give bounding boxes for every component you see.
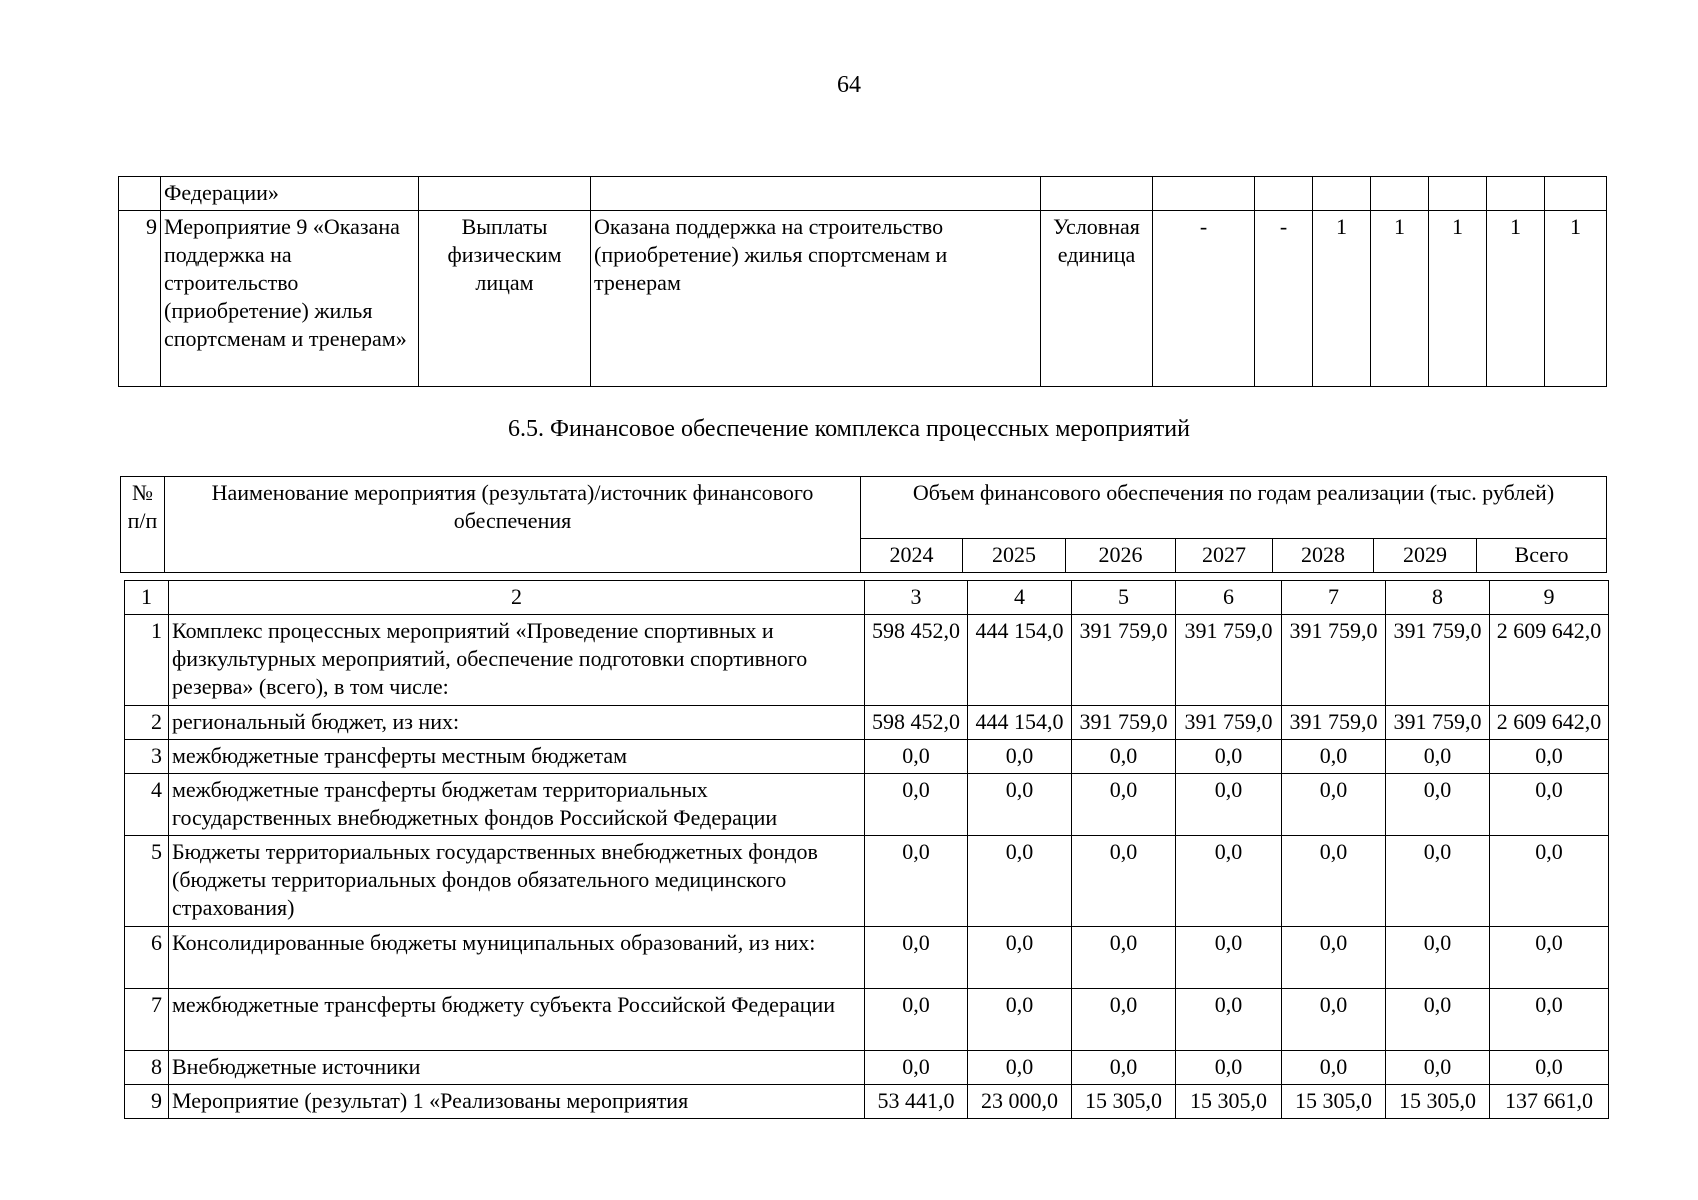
- index-cell: 7: [1282, 581, 1386, 615]
- cell-value: 0,0: [1282, 774, 1386, 836]
- cell-num: 2: [125, 706, 169, 740]
- cell-name: межбюджетные трансферты бюджету субъекта Российской Федерации: [169, 989, 865, 1051]
- cell-value: 0,0: [1386, 1051, 1490, 1085]
- table-row: [125, 740, 1609, 774]
- cell-value: 0,0: [1490, 774, 1609, 836]
- cell-name: Внебюджетные источники: [169, 1051, 865, 1085]
- cell-num: 4: [125, 774, 169, 836]
- index-cell: 1: [125, 581, 169, 615]
- cell-value: 0,0: [1386, 989, 1490, 1051]
- cell-value: 0,0: [968, 1051, 1072, 1085]
- cell-value: 137 661,0: [1490, 1085, 1609, 1119]
- cell-value: 0,0: [1176, 989, 1282, 1051]
- cell-value: 0,0: [1176, 836, 1282, 927]
- cell-value: 391 759,0: [1176, 615, 1282, 706]
- cell-value: 0,0: [1282, 836, 1386, 927]
- cell-value: 0,0: [1072, 774, 1176, 836]
- cell-value: 0,0: [1072, 989, 1176, 1051]
- cell-value: 1: [1371, 211, 1429, 387]
- cell-value: 0,0: [865, 1051, 968, 1085]
- cell-value: 391 759,0: [1072, 615, 1176, 706]
- cell-value: 0,0: [1072, 740, 1176, 774]
- cell-num: 3: [125, 740, 169, 774]
- cell-value: 0,0: [968, 927, 1072, 989]
- cell-value: 0,0: [1386, 927, 1490, 989]
- cell-value: 0,0: [968, 836, 1072, 927]
- cell-value: 0,0: [1490, 927, 1609, 989]
- cell-value: 0,0: [1072, 836, 1176, 927]
- cell-name: Федерации»: [161, 177, 419, 211]
- cell-value: 0,0: [865, 836, 968, 927]
- cell-value: 444 154,0: [968, 615, 1072, 706]
- table-row: [119, 177, 1607, 211]
- cell-value: 0,0: [1386, 740, 1490, 774]
- cell-value: 0,0: [1072, 1051, 1176, 1085]
- index-cell: 3: [865, 581, 968, 615]
- index-cell: 8: [1386, 581, 1490, 615]
- index-cell: 9: [1490, 581, 1609, 615]
- cell-value: 0,0: [1282, 740, 1386, 774]
- table-row: [125, 927, 1609, 989]
- cell-value: 2 609 642,0: [1490, 615, 1609, 706]
- header-year: 2025: [963, 539, 1066, 573]
- cell-value: 0,0: [865, 927, 968, 989]
- cell-value: 0,0: [1282, 927, 1386, 989]
- header-num: № п/п: [121, 477, 165, 573]
- cell-value: 0,0: [865, 740, 968, 774]
- cell-value: 1: [1313, 211, 1371, 387]
- cell-num: 5: [125, 836, 169, 927]
- cell-value: 23 000,0: [968, 1085, 1072, 1119]
- cell-value: 15 305,0: [1176, 1085, 1282, 1119]
- cell-value: 0,0: [1386, 836, 1490, 927]
- cell-value: 0,0: [865, 774, 968, 836]
- cell-description: Оказана поддержка на строительство (приобретение) жилья спортсменам и тренерам: [591, 211, 1041, 387]
- cell-value: 2 609 642,0: [1490, 706, 1609, 740]
- cell-value: 391 759,0: [1176, 706, 1282, 740]
- cell-value: 0,0: [1490, 836, 1609, 927]
- cell-name: Мероприятие 9 «Оказана поддержка на строительство (приобретение) жилья спортсменам и тренерам»: [161, 211, 419, 387]
- cell-value: 391 759,0: [1386, 615, 1490, 706]
- cell-name: Консолидированные бюджеты муниципальных образований, из них:: [169, 927, 865, 989]
- cell-name: межбюджетные трансферты бюджетам территориальных государственных внебюджетных фондов Российской Федерации: [169, 774, 865, 836]
- cell-name: межбюджетные трансферты местным бюджетам: [169, 740, 865, 774]
- cell-value: 0,0: [968, 740, 1072, 774]
- cell-value: 0,0: [1490, 740, 1609, 774]
- section-title: 6.5. Финансовое обеспечение комплекса процессных мероприятий: [508, 416, 1190, 442]
- cell-value: -: [1255, 211, 1313, 387]
- header-year: 2029: [1374, 539, 1477, 573]
- cell-value: 0,0: [1490, 1051, 1609, 1085]
- index-cell: 5: [1072, 581, 1176, 615]
- page-number: 64: [837, 72, 861, 98]
- cell-value: 391 759,0: [1282, 706, 1386, 740]
- finance-table: [124, 580, 1609, 1119]
- cell-value: 391 759,0: [1386, 706, 1490, 740]
- cell-value: 0,0: [1176, 927, 1282, 989]
- cell-value: 0,0: [968, 989, 1072, 1051]
- index-cell: 6: [1176, 581, 1282, 615]
- table-row: [119, 211, 1607, 387]
- cell-value: 0,0: [1282, 1051, 1386, 1085]
- cell-value: 598 452,0: [865, 615, 968, 706]
- header-year: 2024: [861, 539, 963, 573]
- cell-value: 0,0: [1386, 774, 1490, 836]
- table-row: [125, 774, 1609, 836]
- cell-value: 0,0: [1176, 740, 1282, 774]
- cell-unit: Условная единица: [1041, 211, 1153, 387]
- cell-name: Бюджеты территориальных государственных внебюджетных фондов (бюджеты территориальных фондов обязательного медицинского страхования): [169, 836, 865, 927]
- finance-table-header: [120, 476, 1607, 573]
- header-total: Всего: [1477, 539, 1607, 573]
- header-name: Наименование мероприятия (результата)/источник финансового обеспечения: [165, 477, 861, 573]
- table-row: [125, 989, 1609, 1051]
- cell-name: Комплекс процессных мероприятий «Проведение спортивных и физкультурных мероприятий, обеспечение подготовки спортивного резерва» (всего), в том числе:: [169, 615, 865, 706]
- table-row: [125, 706, 1609, 740]
- cell-num: 7: [125, 989, 169, 1051]
- cell-name: региональный бюджет, из них:: [169, 706, 865, 740]
- cell-value: 391 759,0: [1282, 615, 1386, 706]
- cell-value: 15 305,0: [1386, 1085, 1490, 1119]
- cell-value: -: [1153, 211, 1255, 387]
- index-cell: 4: [968, 581, 1072, 615]
- header-volume: Объем финансового обеспечения по годам реализации (тыс. рублей): [861, 477, 1607, 539]
- cell-type: Выплаты физическим лицам: [419, 211, 591, 387]
- cell-value: 0,0: [1490, 989, 1609, 1051]
- cell-value: 598 452,0: [865, 706, 968, 740]
- cell-num: 1: [125, 615, 169, 706]
- cell-value: 391 759,0: [1072, 706, 1176, 740]
- cell-value: 0,0: [1282, 989, 1386, 1051]
- cell-value: 0,0: [1072, 927, 1176, 989]
- cell-name: Мероприятие (результат) 1 «Реализованы мероприятия: [169, 1085, 865, 1119]
- cell-value: 0,0: [1176, 774, 1282, 836]
- table-row: [125, 1085, 1609, 1119]
- cell-value: 0,0: [968, 774, 1072, 836]
- cell-value: 0,0: [1176, 1051, 1282, 1085]
- header-year: 2026: [1066, 539, 1176, 573]
- cell-num: 9: [125, 1085, 169, 1119]
- header-year: 2027: [1176, 539, 1273, 573]
- table-row: [125, 615, 1609, 706]
- cell-num: 9: [119, 211, 161, 387]
- index-cell: 2: [169, 581, 865, 615]
- cell-value: 1: [1487, 211, 1545, 387]
- cell-value: 1: [1545, 211, 1607, 387]
- cell-num: 6: [125, 927, 169, 989]
- cell-value: 444 154,0: [968, 706, 1072, 740]
- table-row: [125, 581, 1609, 615]
- table-row: [125, 836, 1609, 927]
- cell-value: 15 305,0: [1072, 1085, 1176, 1119]
- cell-value: 53 441,0: [865, 1085, 968, 1119]
- activities-table: [118, 176, 1607, 387]
- cell-num: 8: [125, 1051, 169, 1085]
- cell-value: 15 305,0: [1282, 1085, 1386, 1119]
- cell-value: 1: [1429, 211, 1487, 387]
- cell-value: 0,0: [865, 989, 968, 1051]
- table-row: [125, 1051, 1609, 1085]
- header-year: 2028: [1273, 539, 1374, 573]
